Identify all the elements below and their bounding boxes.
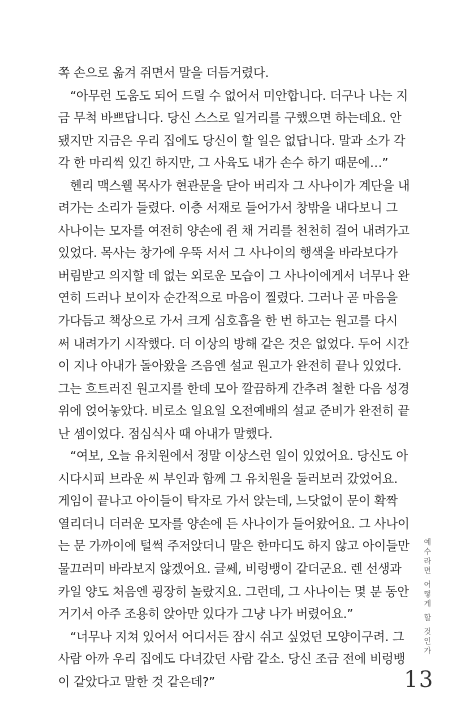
page-number: 13 <box>404 668 434 693</box>
text-line: 각 한 마리씩 있긴 하지만, 그 사육도 내가 손수 하기 때문에…” <box>58 155 389 171</box>
text-line: 있었다. 목사는 창가에 우뚝 서서 그 사나이의 행색을 바라보다가 <box>58 245 398 261</box>
text-line: 게임이 끝나고 아이들이 탁자로 가서 앉는데, 느닷없이 문이 확짝 <box>58 493 398 509</box>
text-line: 금 무척 바쁘답니다. 당신 스스로 일거리를 구했으면 하는데요. 안 <box>58 110 402 126</box>
text-line: 이 지나 아내가 돌아왔을 즈음엔 설교 원고가 완전히 끝나 있었다. <box>58 358 402 374</box>
running-head: 예수라면 어떻게 할 것인가 <box>423 538 432 656</box>
text-line: 려가는 소리가 들렸다. 이층 서재로 들어가서 창밖을 내다보니 그 <box>58 200 398 216</box>
text-line: 시다시피 브라운 씨 부인과 함께 그 유치원을 둘러보러 갔었어요. <box>58 470 398 486</box>
text-line: 연히 드러나 보이자 순간적으로 마음이 찔렸다. 그러나 곧 마음을 <box>58 290 398 306</box>
text-line: 물끄러미 바라보지 않겠어요. 글쎄, 비렁뱅이 같더군요. 렌 선생과 <box>58 561 402 577</box>
text-line: 써 내려가기 시작했다. 더 이상의 방해 같은 것은 없었다. 두어 시간 <box>58 335 409 351</box>
text-line: “너무나 지쳐 있어서 어디서든 잠시 쉬고 싶었던 모양이구려. 그 <box>70 628 405 644</box>
text-line: “아무런 도움도 되어 드릴 수 없어서 미안합니다. 더구나 나는 지 <box>70 87 408 103</box>
text-line: 위에 얹어놓았다. 비로소 일요일 오전예배의 설교 준비가 완전히 끝 <box>58 403 410 419</box>
text-line: 이 같았다고 말한 것 같은데?” <box>58 673 216 689</box>
text-line: 거기서 아주 조용히 앉아만 있다가 그냥 나가 버렸어요.” <box>58 606 354 622</box>
text-line: 열리더니 더러운 모자를 양손에 든 사나이가 들어왔어요. 그 사나이 <box>58 515 410 531</box>
text-line: 헨리 맥스웰 목사가 현관문을 닫아 버리자 그 사나이가 계단을 내 <box>70 177 410 193</box>
text-line: 사나이는 모자를 여전히 양손에 쥔 채 거리를 천천히 걸어 내려가고 <box>58 222 410 238</box>
text-line: 카일 양도 처음엔 굉장히 놀랐지요. 그런데, 그 사나이는 몇 분 동안 <box>58 583 409 599</box>
text-line: 난 셈이었다. 점심식사 때 아내가 말했다. <box>58 425 273 441</box>
text-line: 쪽 손으로 옮겨 쥐면서 말을 더듬거렸다. <box>58 65 269 80</box>
text-line: “여보, 오늘 유치원에서 정말 이상스런 일이 있었어요. 당신도 아 <box>70 448 408 464</box>
text-line: 가다듬고 책상으로 가서 크게 심호흡을 한 번 하고는 원고를 다시 <box>58 313 398 329</box>
text-line: 버림받고 의지할 데 없는 외로운 모습이 그 사나이에게서 너무나 완 <box>58 267 410 283</box>
text-line: 사람 아까 우리 집에도 다녀갔던 사람 같소. 당신 조금 전에 비렁뱅 <box>58 651 406 667</box>
text-line: 됐지만 지금은 우리 집에도 당신이 할 일은 없답니다. 말과 소가 각 <box>58 132 406 148</box>
text-line: 그는 흐트러진 원고지를 한데 모아 깔끔하게 간추려 철한 다음 성경 <box>58 380 410 396</box>
text-line: 는 문 가까이에 털썩 주저앉더니 말은 한마디도 하지 않고 아이들만 <box>58 538 410 554</box>
body-text <box>58 62 410 693</box>
